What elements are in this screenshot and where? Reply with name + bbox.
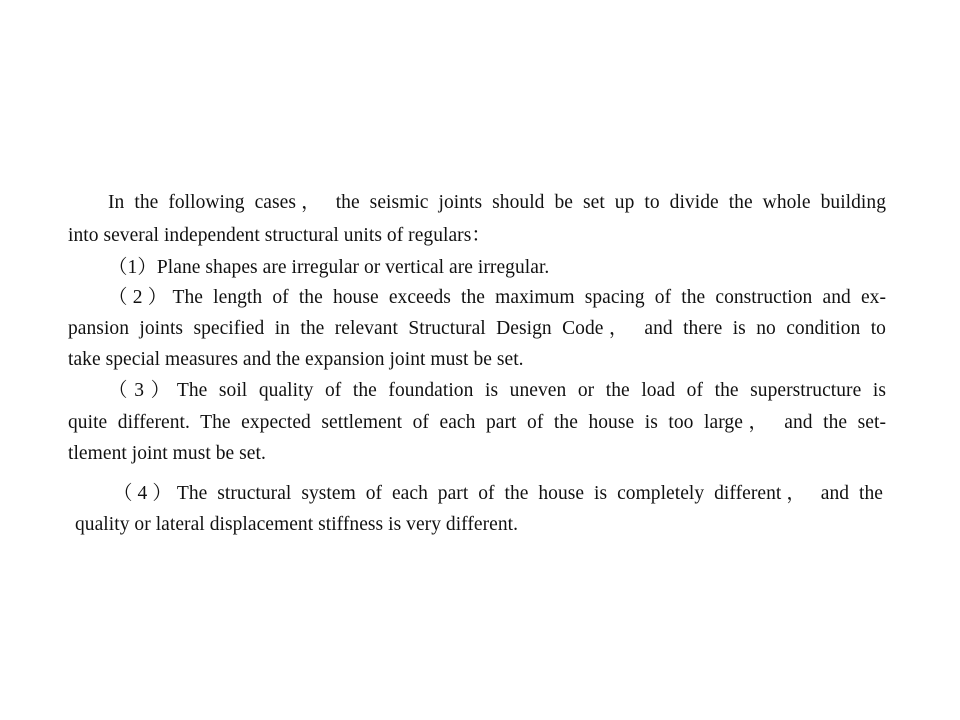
item-3-line-1: （3）The soil quality of the foundation is uneven or the load of the superstructure is — [108, 380, 886, 401]
item-1-line-1: （1）Plane shapes are irregular or vertical are irregular. — [108, 257, 550, 278]
item-4-line-2: quality or lateral displacement stiffness is very different. — [75, 514, 519, 535]
item-3-line-3: tlement joint must be set. — [68, 443, 266, 464]
intro-line-1: In the following cases， the seismic joints should be set up to divide the whole building — [108, 192, 886, 213]
item-4-line-1: （4）The structural system of each part of the house is completely different， and the — [113, 483, 883, 504]
item-2-line-1: （2）The length of the house exceeds the maximum spacing of the construction and ex- — [108, 287, 886, 308]
intro-line-2: into several independent structural units of regulars： — [68, 225, 491, 246]
item-3-line-2: quite different. The expected settlement of each part of the house is too large， and the set- — [68, 412, 886, 433]
item-2-line-2: pansion joints specified in the relevant Structural Design Code， and there is no condition to — [68, 318, 886, 339]
item-2-line-3: take special measures and the expansion joint must be set. — [68, 349, 524, 370]
